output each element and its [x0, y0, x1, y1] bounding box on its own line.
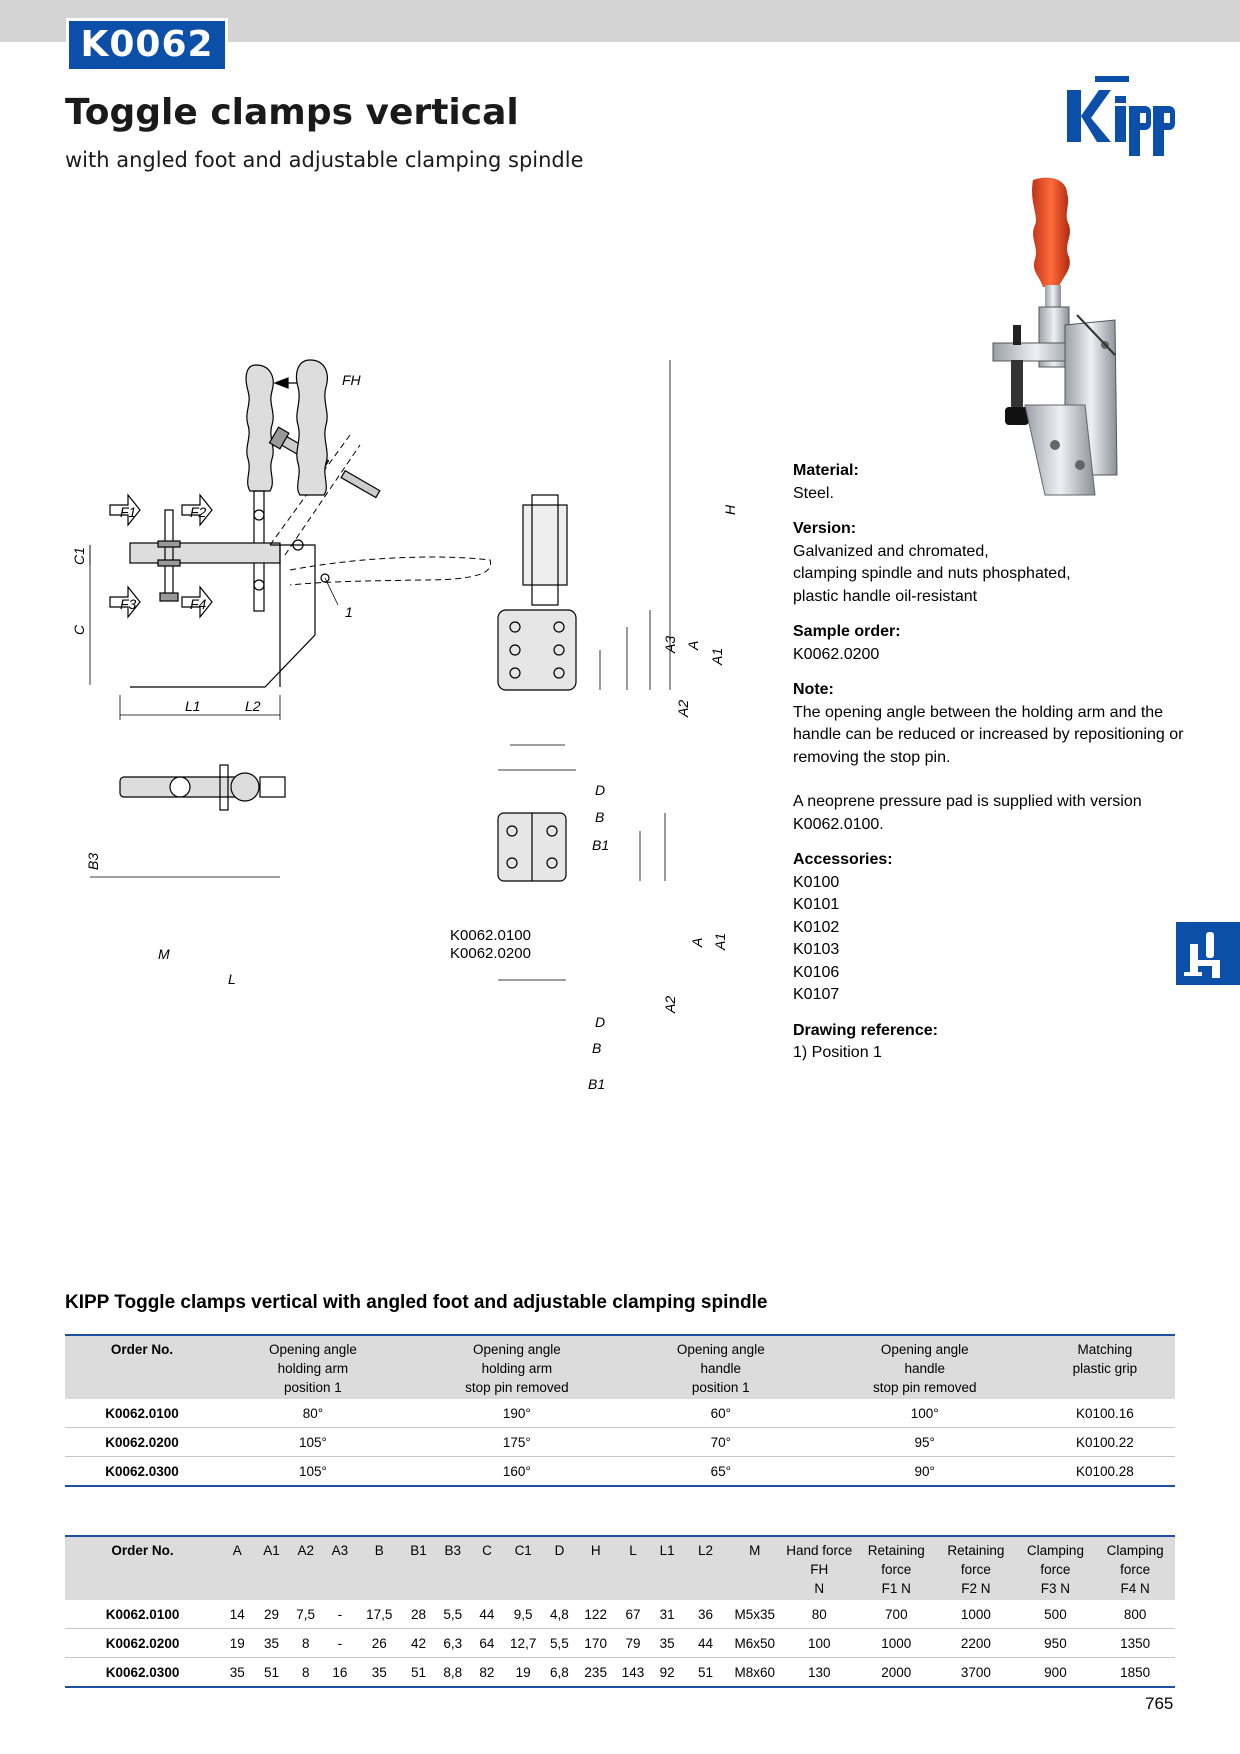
table-cell: 80: [782, 1600, 857, 1629]
svg-text:B3: B3: [85, 852, 101, 870]
table-cell: 92: [651, 1658, 683, 1688]
svg-text:A2: A2: [675, 699, 691, 717]
opening-angles-table: [65, 1334, 1175, 1487]
svg-text:C: C: [71, 624, 87, 635]
svg-text:L: L: [228, 971, 236, 987]
table-cell: 100°: [815, 1399, 1035, 1428]
table-cell: 36: [683, 1600, 727, 1629]
svg-text:D: D: [595, 782, 606, 798]
table-cell: 51: [683, 1658, 727, 1688]
table-cell: 100: [782, 1629, 857, 1658]
table-cell: 82: [470, 1658, 504, 1688]
table-cell: 1000: [857, 1629, 937, 1658]
table-cell: 9,5: [504, 1600, 542, 1629]
table-cell: 65°: [627, 1457, 815, 1487]
version-line: plastic handle oil-resistant: [793, 587, 978, 605]
column-header: A: [220, 1536, 254, 1600]
variant-label-2: K0062.0200: [450, 945, 531, 962]
product-code: K0062: [69, 21, 225, 69]
table-cell: 19: [220, 1629, 254, 1658]
svg-text:L2: L2: [245, 698, 261, 714]
column-header: M: [728, 1536, 782, 1600]
table-cell: 1850: [1095, 1658, 1175, 1688]
sample-order-heading: Sample order:: [793, 623, 901, 640]
column-header: A2: [289, 1536, 323, 1600]
table-cell: -: [323, 1600, 357, 1629]
table-cell: 105°: [219, 1457, 407, 1487]
table-cell: -: [323, 1629, 357, 1658]
order-number-cell: K0062.0200: [65, 1629, 220, 1658]
table-cell: 44: [683, 1629, 727, 1658]
material-value: Steel.: [793, 484, 834, 502]
column-header: L1: [651, 1536, 683, 1600]
svg-text:A1: A1: [712, 932, 728, 950]
svg-text:B: B: [595, 809, 605, 825]
column-header: D: [542, 1536, 576, 1600]
column-header: H: [577, 1536, 615, 1600]
variant-label-1: K0062.0100: [450, 927, 531, 944]
note-line: A neoprene pressure pad is supplied with version: [793, 793, 1142, 810]
sample-order-value: K0062.0200: [793, 645, 880, 663]
accessory-item: K0101: [793, 896, 840, 913]
table-cell: 7,5: [289, 1600, 323, 1629]
drawing-reference-heading: Drawing reference:: [793, 1021, 938, 1039]
table-cell: 67: [615, 1600, 651, 1629]
svg-text:F2: F2: [190, 504, 207, 520]
accessories-heading: Accessories:: [793, 851, 893, 868]
svg-text:B1: B1: [592, 837, 610, 853]
svg-text:1: 1: [345, 604, 353, 620]
version-heading: Version:: [793, 520, 857, 537]
table-row: [65, 1600, 1175, 1629]
accessory-item: K0107: [793, 986, 840, 1003]
table-cell: 6,3: [436, 1629, 470, 1658]
table-cell: 51: [401, 1658, 435, 1688]
version-line: Galvanized and chromated,: [793, 542, 989, 560]
svg-text:F4: F4: [190, 596, 207, 612]
technical-drawing: [70, 372, 770, 1115]
svg-text:FH: FH: [342, 372, 361, 388]
table-cell: 70°: [627, 1428, 815, 1457]
table-cell: 160°: [407, 1457, 627, 1487]
table-cell: 170: [577, 1629, 615, 1658]
table-cell: M6x50: [728, 1629, 782, 1658]
table-cell: 42: [401, 1629, 435, 1658]
svg-text:H: H: [722, 504, 738, 515]
column-header: A1: [254, 1536, 288, 1600]
svg-text:A: A: [689, 937, 705, 947]
table-cell: 900: [1016, 1658, 1096, 1688]
note-line: K0062.0100.: [793, 815, 884, 833]
note-line: The opening angle between the holding arm and the: [793, 703, 1164, 721]
svg-text:A1: A1: [709, 647, 725, 665]
table-cell: 8: [289, 1658, 323, 1688]
column-header: Retaining force F1 N: [857, 1536, 937, 1600]
chapter-tab-marker: [1176, 922, 1240, 985]
table-row: [65, 1428, 1175, 1457]
order-number-cell: K0062.0100: [65, 1600, 220, 1629]
svg-text:B: B: [592, 1040, 602, 1056]
column-header: Opening angle handle stop pin removed: [815, 1335, 1035, 1399]
table-row: [65, 1399, 1175, 1428]
svg-text:B1: B1: [588, 1076, 606, 1092]
table-cell: 1000: [936, 1600, 1016, 1629]
table-cell: 90°: [815, 1457, 1035, 1487]
table-cell: K0100.16: [1035, 1399, 1175, 1428]
table-cell: 1350: [1095, 1629, 1175, 1658]
svg-text:A: A: [685, 640, 701, 650]
accessory-item: K0102: [793, 918, 840, 936]
table-cell: 2200: [936, 1629, 1016, 1658]
svg-text:A2: A2: [662, 995, 678, 1013]
table-cell: 26: [357, 1629, 401, 1658]
table-cell: 5,5: [436, 1600, 470, 1629]
table-cell: 190°: [407, 1399, 627, 1428]
table-cell: 14: [220, 1600, 254, 1629]
table-cell: 5,5: [542, 1629, 576, 1658]
table-cell: K0100.22: [1035, 1428, 1175, 1457]
svg-text:A3: A3: [662, 635, 678, 653]
table-cell: 12,7: [504, 1629, 542, 1658]
column-header: L: [615, 1536, 651, 1600]
table-cell: 175°: [407, 1428, 627, 1457]
accessory-item: K0106: [793, 963, 840, 981]
table-cell: 500: [1016, 1600, 1096, 1629]
table-row: [65, 1457, 1175, 1487]
version-line: clamping spindle and nuts phosphated,: [793, 565, 1071, 582]
dimensions-table: [65, 1535, 1175, 1688]
table-cell: 64: [470, 1629, 504, 1658]
table-cell: 19: [504, 1658, 542, 1688]
table-row: [65, 1658, 1175, 1688]
page-subtitle: with angled foot and adjustable clamping spindle: [65, 148, 584, 172]
table-cell: 80°: [219, 1399, 407, 1428]
table-cell: 79: [615, 1629, 651, 1658]
order-number-cell: K0062.0300: [65, 1658, 220, 1688]
note-line: handle can be reduced or increased by repositioning or: [793, 726, 1184, 743]
page-number: 765: [1145, 1694, 1174, 1713]
table-cell: 3700: [936, 1658, 1016, 1688]
table-cell: 16: [323, 1658, 357, 1688]
variant-labels: [450, 927, 531, 963]
order-number-cell: K0062.0100: [65, 1399, 219, 1428]
column-header: Order No.: [65, 1536, 220, 1600]
note-line: removing the stop pin.: [793, 748, 951, 766]
column-header: Matching plastic grip: [1035, 1335, 1175, 1399]
note-heading: Note:: [793, 681, 834, 698]
table-cell: 35: [651, 1629, 683, 1658]
table-cell: K0100.28: [1035, 1457, 1175, 1487]
table-cell: 51: [254, 1658, 288, 1688]
table-cell: 235: [577, 1658, 615, 1688]
column-header: Hand force FH N: [782, 1536, 857, 1600]
svg-text:F1: F1: [120, 504, 137, 520]
table-cell: M8x60: [728, 1658, 782, 1688]
page-title: Toggle clamps vertical: [65, 92, 519, 133]
table-cell: 35: [254, 1629, 288, 1658]
drawing-reference-value: 1) Position 1: [793, 1044, 882, 1061]
svg-text:C1: C1: [71, 547, 87, 565]
svg-text:M: M: [158, 946, 170, 962]
column-header: L2: [683, 1536, 727, 1600]
column-header: Opening angle handle position 1: [627, 1335, 815, 1399]
table-cell: 950: [1016, 1629, 1096, 1658]
column-header: Retaining force F2 N: [936, 1536, 1016, 1600]
column-header: C1: [504, 1536, 542, 1600]
column-header: B: [357, 1536, 401, 1600]
table-cell: 28: [401, 1600, 435, 1629]
table-cell: 95°: [815, 1428, 1035, 1457]
table-cell: 143: [615, 1658, 651, 1688]
product-code-badge: [66, 18, 228, 72]
table-cell: 35: [357, 1658, 401, 1688]
column-header: Clamping force F4 N: [1095, 1536, 1175, 1600]
table-cell: 8: [289, 1629, 323, 1658]
material-heading: Material:: [793, 462, 859, 479]
table-section-title: KIPP Toggle clamps vertical with angled foot and adjustable clamping spindle: [65, 1292, 768, 1313]
table-cell: M5x35: [728, 1600, 782, 1629]
table-cell: 35: [220, 1658, 254, 1688]
column-header: C: [470, 1536, 504, 1600]
accessory-item: K0103: [793, 941, 840, 958]
table-cell: 700: [857, 1600, 937, 1629]
column-header: Clamping force F3 N: [1016, 1536, 1096, 1600]
table-cell: 31: [651, 1600, 683, 1629]
accessory-item: K0100: [793, 873, 840, 891]
table-cell: 130: [782, 1658, 857, 1688]
column-header: B3: [436, 1536, 470, 1600]
table-cell: 122: [577, 1600, 615, 1629]
table-cell: 60°: [627, 1399, 815, 1428]
table-cell: 8,8: [436, 1658, 470, 1688]
order-number-cell: K0062.0200: [65, 1428, 219, 1457]
table-cell: 6,8: [542, 1658, 576, 1688]
column-header: Opening angle holding arm stop pin removed: [407, 1335, 627, 1399]
table-cell: 17,5: [357, 1600, 401, 1629]
column-header: Order No.: [65, 1335, 219, 1399]
table-cell: 800: [1095, 1600, 1175, 1629]
order-number-cell: K0062.0300: [65, 1457, 219, 1487]
table-cell: 4,8: [542, 1600, 576, 1629]
column-header: B1: [401, 1536, 435, 1600]
product-info: [793, 460, 1193, 1065]
kipp-logo: [1065, 72, 1185, 162]
clamp-icon: [1176, 922, 1240, 985]
svg-text:F3: F3: [120, 596, 137, 612]
table-cell: 105°: [219, 1428, 407, 1457]
table-cell: 44: [470, 1600, 504, 1629]
table-row: [65, 1629, 1175, 1658]
table-cell: 2000: [857, 1658, 937, 1688]
column-header: Opening angle holding arm position 1: [219, 1335, 407, 1399]
column-header: A3: [323, 1536, 357, 1600]
svg-text:L1: L1: [185, 698, 201, 714]
svg-text:D: D: [595, 1014, 606, 1030]
table-cell: 29: [254, 1600, 288, 1629]
